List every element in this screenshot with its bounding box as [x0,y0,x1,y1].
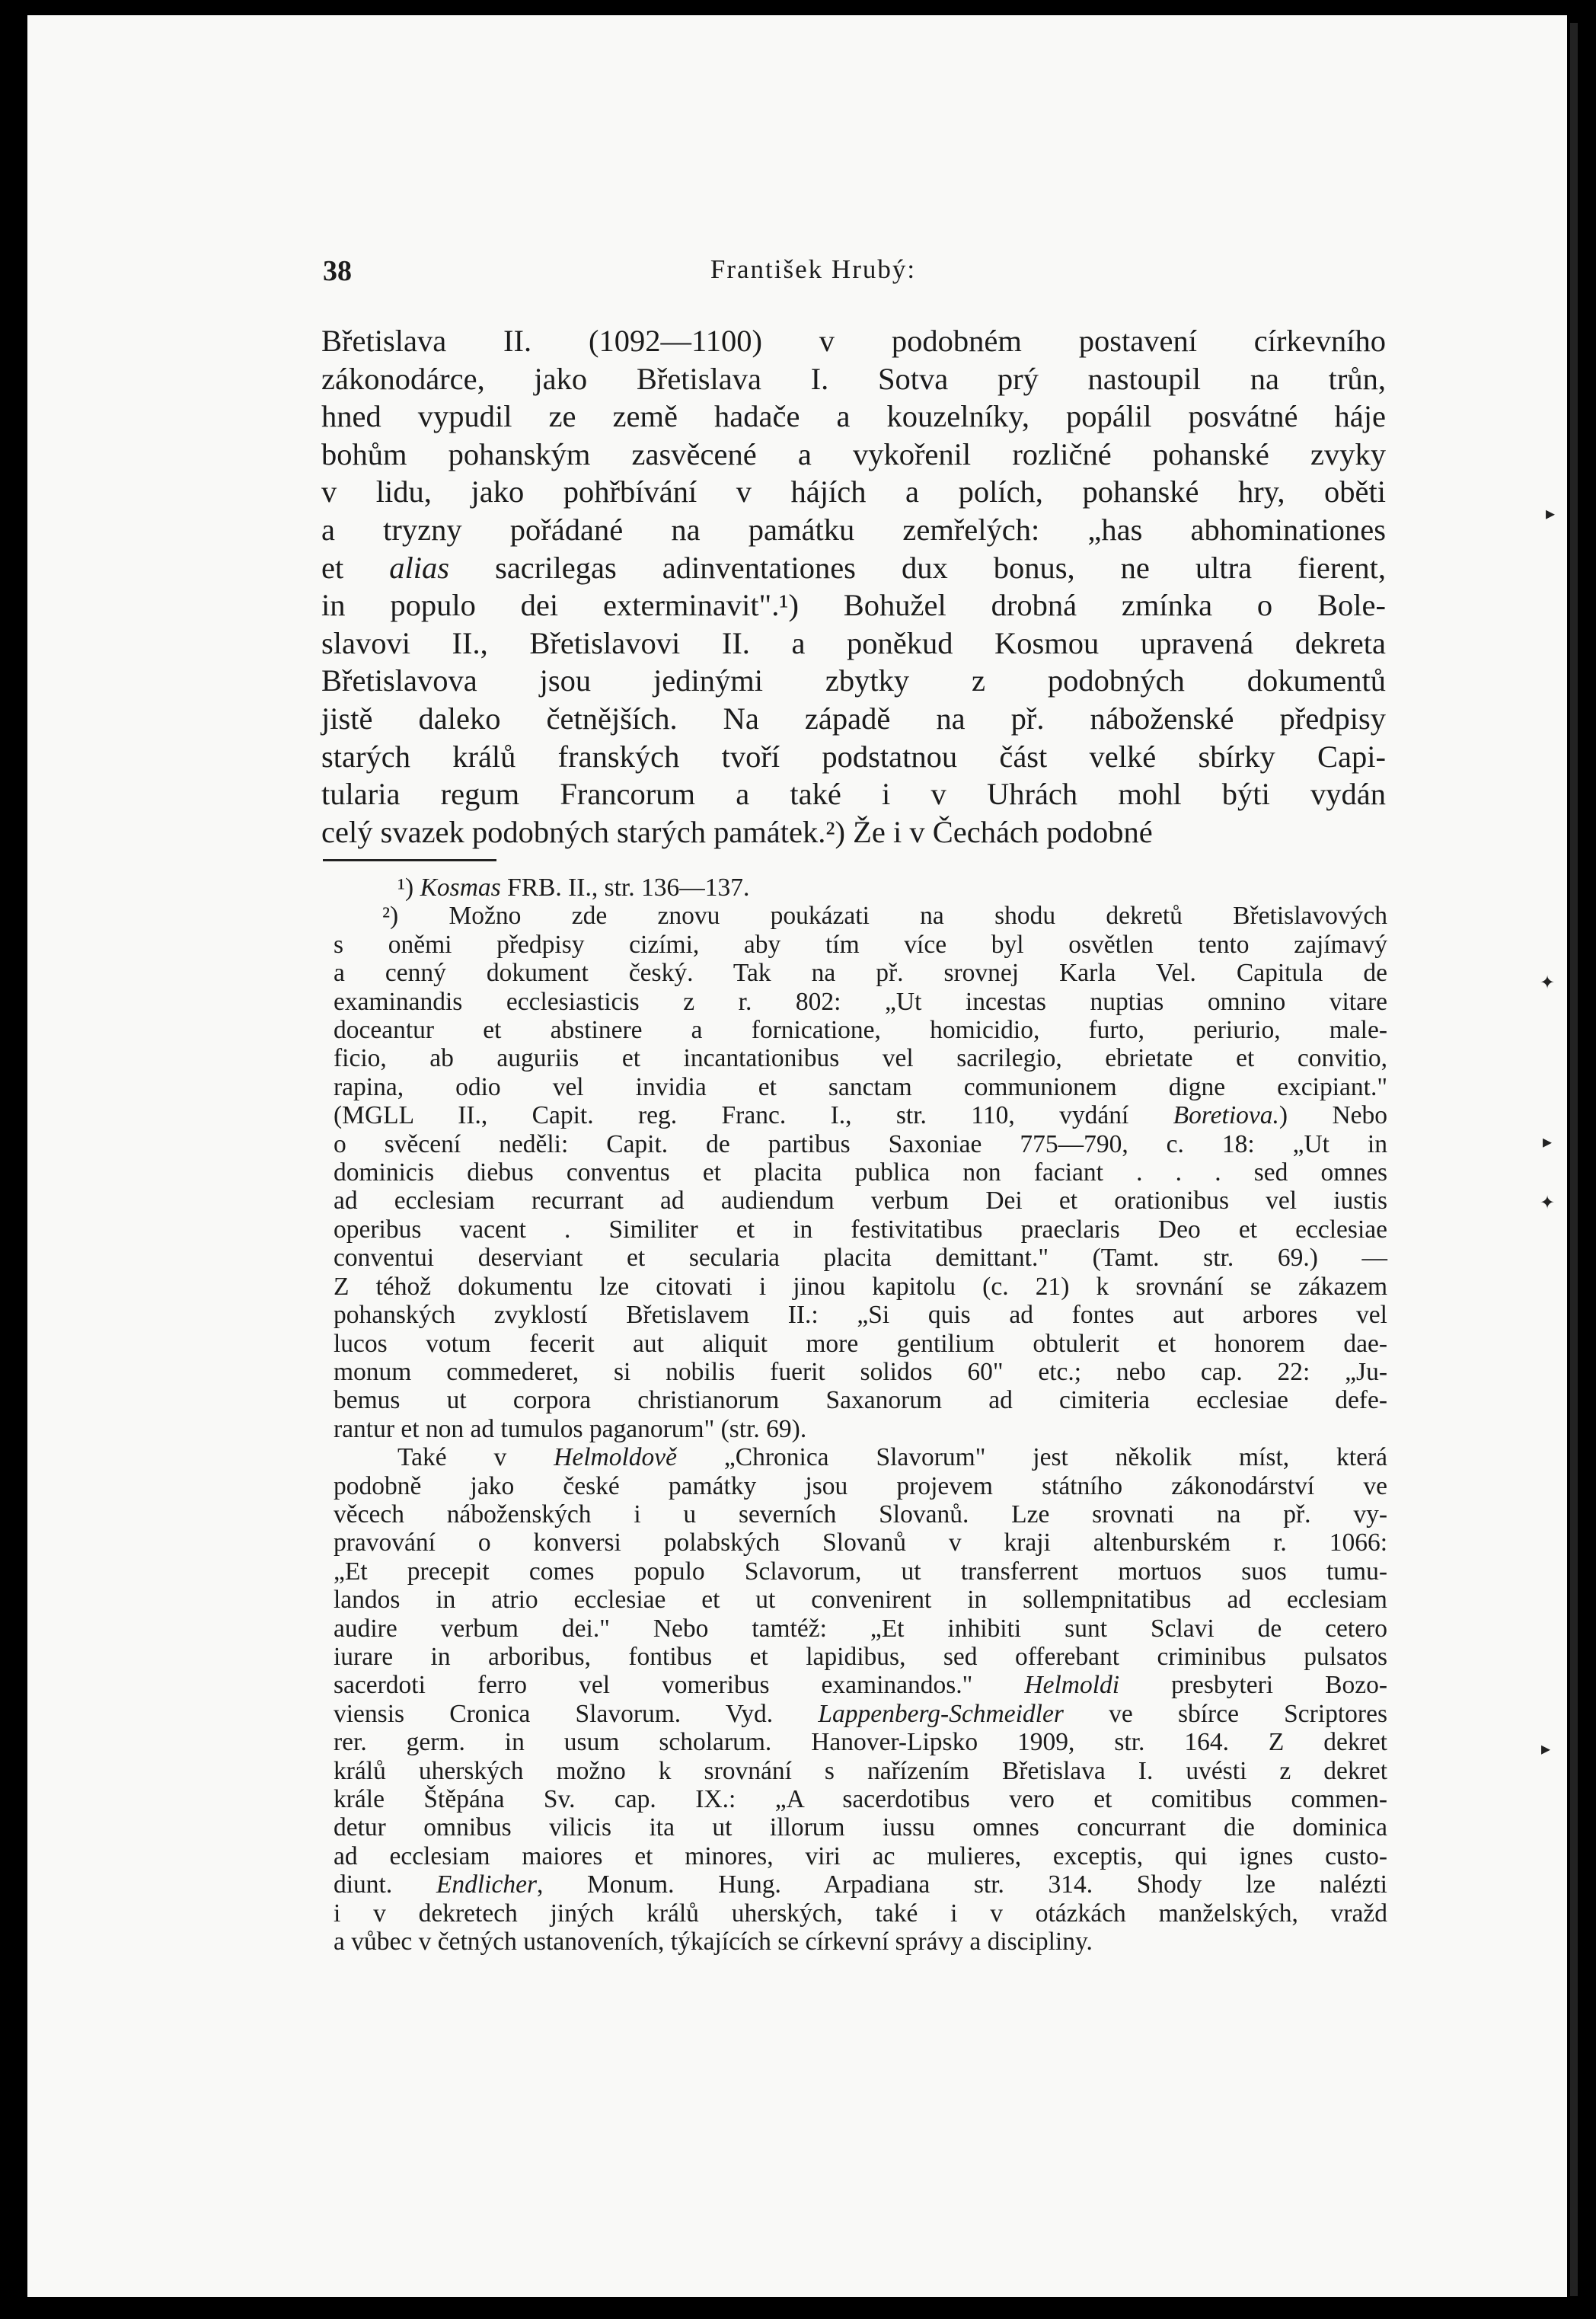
text-line: hned vypudil ze země hadače a kouzelníky, popálil posvátné háje [321,399,1386,434]
text-line: in populo dei exterminavit".¹) Bohužel drobná zmínka o Bole- [321,588,1386,623]
text-line: jistě daleko četnějších. Na západě na př. náboženské předpisy [321,701,1386,736]
footnote-line: landos in atrio ecclesiae et ut convenirent in sollempnitatibus ad ecclesiam [334,1586,1387,1615]
text-line: Břetislavova jsou jedinými zbytky z podobných dokumentů [321,663,1386,698]
footnote-line: monum commederet, si nobilis fuerit solidos 60" etc.; nebo cap. 22: „Ju- [334,1357,1387,1386]
scan-edge [1570,23,1578,2296]
margin-mark: ✦ [1540,1193,1556,1213]
footnote-line: ²) Možno zde znovu poukázati na shodu dekretů Břetislavových [382,902,1387,931]
page-number: 38 [323,255,352,287]
page-header [0,254,1596,292]
footnote-line: rantur et non ad tumulos paganorum" (str. 69). [334,1414,807,1443]
footnote-line: „Et precepit comes populo Sclavorum, ut transferrent mortuos suos tumu- [334,1557,1387,1586]
footnote-line: sacerdoti ferro vel vomeribus examinandos." Helmoldi presbyteri Bozo- [334,1671,1387,1700]
footnote-line: o svěcení neděli: Capit. de partibus Saxoniae 775—790, c. 18: „Ut in [334,1129,1387,1158]
main-paragraph [321,322,1386,851]
text-line: a tryzny pořádané na památku zemřelých: „has abhominationes [321,512,1386,547]
text-line: v lidu, jako pohřbívání v hájích a polích, pohanské hry, oběti [321,474,1386,509]
footnote-line: podobně jako české památky jsou projevem státního zákonodárství ve [334,1471,1387,1500]
footnote-line: i v dekretech jiných králů uherských, také i v otázkách manželských, vražd [334,1899,1387,1928]
footnote-line: Také v Helmoldově „Chronica Slavorum" jest několik míst, která [397,1443,1387,1472]
footnote-line: ficio, ab auguriis et incantationibus vel sacrilegio, ebrietate et convitio, [334,1044,1387,1073]
footnote-line: věcech náboženských i u severních Slovanů. Lze srovnati na př. vy- [334,1500,1387,1528]
text-line: starých králů franských tvoří podstatnou část velké sbírky Capi- [321,739,1386,774]
footnote-line: a cenný dokument český. Tak na př. srovnej Karla Vel. Capitula de [334,959,1387,988]
footnote-line: ad ecclesiam maiores et minores, viri ac mulieres, exceptis, qui ignes custo- [334,1841,1387,1870]
footnote-line: lucos votum fecerit aut aliquit more gentilium obtulerit et honorem dae- [334,1329,1387,1358]
footnotes [334,874,1387,1956]
running-head: František Hrubý: [710,254,917,284]
footnote-rule [323,859,496,861]
margin-mark: ▸ [1546,504,1556,524]
footnote-line: diunt. Endlicher, Monum. Hung. Arpadiana str. 314. Shody lze nalézti [334,1870,1387,1899]
text-line: zákonodárce, jako Břetislava I. Sotva prý nastoupil na trůn, [321,361,1386,396]
footnote-line: krále Štěpána Sv. cap. IX.: „A sacerdotibus vero et comitibus commen- [334,1785,1387,1813]
footnote-line: detur omnibus vilicis ita ut illorum iussu omnes concurrant die dominica [334,1813,1387,1842]
footnote-line: rapina, odio vel invidia et sanctam communionem digne excipiant." [334,1072,1387,1101]
footnote-line: Z téhož dokumentu lze citovati i jinou kapitolu (c. 21) k srovnání se zákazem [334,1272,1387,1301]
text-line: tularia regum Francorum a také i v Uhrách mohl býti vydán [321,777,1386,812]
footnote-line: s oněmi předpisy cizími, aby tím více byl osvětlen tento zajímavý [334,930,1387,959]
footnote-line: viensis Cronica Slavorum. Vyd. Lappenberg-Schmeidler ve sbírce Scriptores [334,1699,1387,1728]
footnote-line: pravování o konversi polabských Slovanů v kraji altenburském r. 1066: [334,1528,1387,1557]
footnote-line: examinandis ecclesiasticis z r. 802: „Ut incestas nuptias omnino vitare [334,987,1387,1016]
footnote-line: rer. germ. in usum scholarum. Hanover-Lipsko 1909, str. 164. Z dekret [334,1728,1387,1757]
margin-mark: ✦ [1540,973,1556,993]
footnote-line: ¹) Kosmas FRB. II., str. 136—137. [397,874,750,902]
footnote-line: (MGLL II., Capit. reg. Franc. I., str. 110, vydání Boretiova.) Nebo [334,1101,1388,1130]
text-line: slavovi II., Břetislavovi II. a poněkud Kosmou upravená dekreta [321,625,1386,660]
footnote-line: dominicis diebus conventus et placita publica non faciant . . . sed omnes [334,1158,1387,1187]
margin-mark: ▸ [1541,1739,1551,1759]
footnote-line: bemus ut corpora christianorum Saxanorum ad cimiteria ecclesiae defe- [334,1386,1387,1415]
footnote-line: a vůbec v četných ustanoveních, týkajících se církevní správy a discipliny. [334,1928,1093,1956]
footnote-line: iurare in arboribus, fontibus et lapidibus, sed offerebant criminibus pulsatos [334,1642,1387,1671]
footnote-line: doceantur et abstinere a fornicatione, homicidio, furto, periurio, male- [334,1016,1387,1045]
footnote-line: audire verbum dei." Nebo tamtéž: „Et inhibiti sunt Sclavi de cetero [334,1614,1387,1643]
text-line: et alias sacrilegas adinventationes dux bonus, ne ultra fierent, [321,550,1386,585]
margin-mark: ▸ [1543,1132,1553,1152]
text-line: Břetislava II. (1092—1100) v podobném postavení církevního [321,324,1386,358]
text-line: celý svazek podobných starých památek.²) Že i v Čechách podobné [321,814,1153,849]
footnote-line: conventui deserviant et secularia placita demittant." (Tamt. str. 69.) — [334,1244,1387,1273]
footnote-line: ad ecclesiam recurrant ad audiendum verbum Dei et orationibus vel iustis [334,1187,1387,1215]
footnote-line: operibus vacent . Similiter et in festivitatibus praeclaris Deo et ecclesiae [334,1215,1387,1244]
text-line: bohům pohanským zasvěcené a vykořenil rozličné pohanské zvyky [321,436,1386,471]
footnote-line: králů uherských možno k srovnání s nařízením Břetislava I. uvésti z dekret [334,1756,1387,1785]
footnote-line: pohanských zvyklostí Břetislavem II.: „Si quis ad fontes aut arbores vel [334,1301,1387,1330]
